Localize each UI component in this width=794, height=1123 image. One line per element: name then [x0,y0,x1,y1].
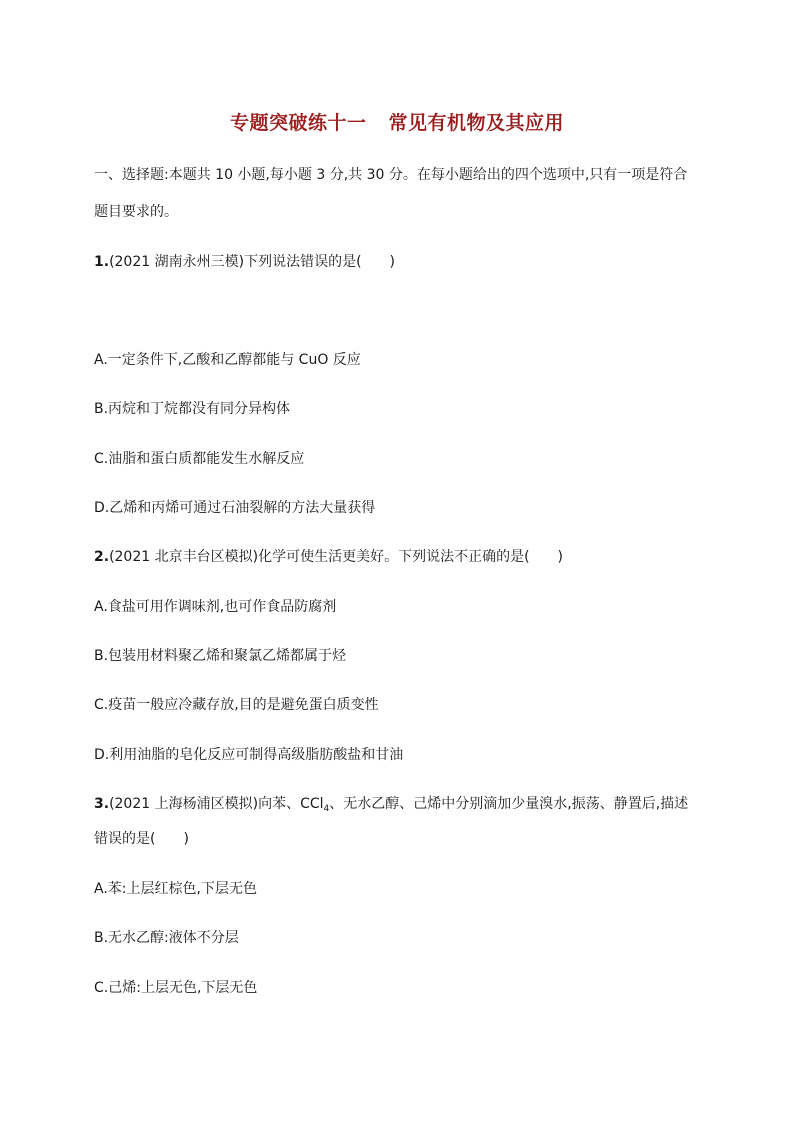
question-1-number: 1. [94,254,110,270]
section-heading-line-1: 一、选择题:本题共 10 小题,每小题 3 分,共 30 分。在每小题给出的四个选项中,只有一项是符合 [94,167,688,183]
title-part-1: 专题突破练十一 [229,112,367,134]
question-3-subscript: 4 [323,804,330,814]
section-heading-line-2: 题目要求的。 [94,204,178,220]
question-3-number: 3. [94,796,110,812]
question-3-option-c: C.己烯:上层无色,下层无色 [94,980,258,996]
question-2-option-c: C.疫苗一般应冷藏存放,目的是避免蛋白质变性 [94,697,379,713]
question-2-text: (2021 北京丰台区模拟)化学可使生活更美好。下列说法不正确的是( ) [109,549,563,565]
question-3-text-after: 、无水乙醇、己烯中分别滴加少量溴水,振荡、静置后,描述 [329,796,689,812]
question-2-option-b: B.包装用材料聚乙烯和聚氯乙烯都属于烃 [94,648,347,664]
title-part-2: 常见有机物及其应用 [388,112,565,134]
question-2-option-d: D.利用油脂的皂化反应可制得高级脂肪酸盐和甘油 [94,747,404,763]
page-title [0,108,794,135]
question-3-stem-line-1 [94,795,688,818]
question-2-number: 2. [94,549,110,565]
question-1-option-d: D.乙烯和丙烯可通过石油裂解的方法大量获得 [94,500,376,516]
question-2-option-a: A.食盐可用作调味剂,也可作食品防腐剂 [94,599,337,615]
question-2-stem [94,548,563,566]
question-3-stem-line-2: 错误的是( ) [94,831,189,847]
question-1-option-a: A.一定条件下,乙酸和乙醇都能与 CuO 反应 [94,352,361,368]
question-1-option-c: C.油脂和蛋白质都能发生水解反应 [94,451,305,467]
question-1-stem [94,253,395,271]
question-3-text-before: (2021 上海杨浦区模拟)向苯、CCl [109,796,324,812]
question-1-option-b: B.丙烷和丁烷都没有同分异构体 [94,401,291,417]
question-1-text: (2021 湖南永州三模)下列说法错误的是( ) [109,254,395,270]
question-3-option-b: B.无水乙醇:液体不分层 [94,930,239,946]
question-3-option-a: A.苯:上层红棕色,下层无色 [94,881,257,897]
